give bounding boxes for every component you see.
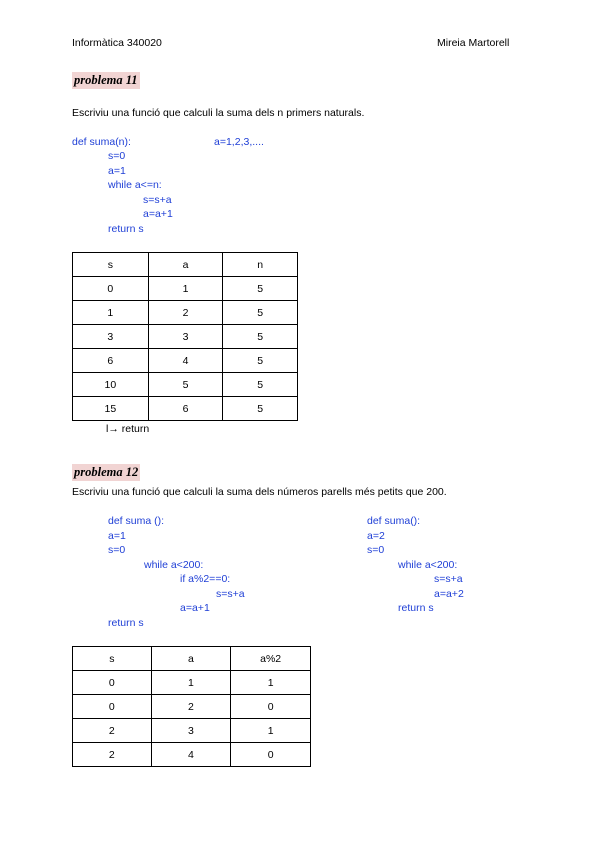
p11-code-line-4: while a<=n: xyxy=(108,179,162,191)
table-cell: 5 xyxy=(223,373,298,397)
table-row xyxy=(73,373,298,397)
table-row xyxy=(73,719,311,743)
p12-left-code-line-1: def suma (): xyxy=(108,515,165,527)
table-cell: 0 xyxy=(73,695,152,719)
column-header: n xyxy=(223,253,298,277)
table-row xyxy=(73,743,311,767)
table-cell: 6 xyxy=(148,397,223,421)
table-header-row xyxy=(73,253,298,277)
column-header: s xyxy=(73,253,149,277)
table-cell: 0 xyxy=(73,671,152,695)
table-cell: 0 xyxy=(73,277,149,301)
table-row xyxy=(73,349,298,373)
table-header-row xyxy=(73,647,311,671)
table-cell: 10 xyxy=(73,373,149,397)
table-cell: 3 xyxy=(73,325,149,349)
p11-after-note: l→ return xyxy=(106,423,150,435)
table-cell: 4 xyxy=(148,349,223,373)
header-course: Informàtica 340020 xyxy=(72,37,162,49)
p12-left-code-line-3: s=0 xyxy=(108,544,126,556)
table-cell: 3 xyxy=(148,325,223,349)
p11-code-line-7: return s xyxy=(108,223,144,235)
p12-right-code-line-7: return s xyxy=(398,602,434,614)
table-cell: 6 xyxy=(73,349,149,373)
column-header: a xyxy=(151,647,231,671)
p12-right-code-line-2: a=2 xyxy=(367,530,385,542)
p12-left-code-line-4: while a<200: xyxy=(144,559,204,571)
table-cell: 5 xyxy=(223,277,298,301)
p11-trace-table xyxy=(72,252,298,421)
table-cell: 2 xyxy=(73,743,152,767)
p11-code-line-2: s=0 xyxy=(108,150,126,162)
table-cell: 4 xyxy=(151,743,231,767)
table-cell: 5 xyxy=(148,373,223,397)
p11-code-line-6: a=a+1 xyxy=(143,208,173,220)
p11-code-line-1: def suma(n): xyxy=(72,136,131,148)
p11-code-line-3: a=1 xyxy=(108,165,126,177)
table-cell: 2 xyxy=(148,301,223,325)
p11-code-note: a=1,2,3,.... xyxy=(214,136,264,148)
header-author: Mireia Martorell xyxy=(437,37,510,49)
table-cell: 15 xyxy=(73,397,149,421)
table-cell: 1 xyxy=(151,671,231,695)
p12-right-code-line-1: def suma(): xyxy=(367,515,421,527)
table-row xyxy=(73,301,298,325)
table-cell: 0 xyxy=(231,743,311,767)
problem-12-title: problema 12 xyxy=(74,465,139,479)
p12-left-code-line-2: a=1 xyxy=(108,530,126,542)
table-cell: 2 xyxy=(151,695,231,719)
table-cell: 1 xyxy=(231,671,311,695)
p12-left-code-line-8: return s xyxy=(108,617,144,629)
table-cell: 5 xyxy=(223,349,298,373)
p12-left-code-line-7: a=a+1 xyxy=(180,602,210,614)
table-cell: 5 xyxy=(223,397,298,421)
column-header: s xyxy=(73,647,152,671)
p12-trace-table xyxy=(72,646,311,767)
p11-code-line-5: s=s+a xyxy=(143,194,172,206)
table-cell: 1 xyxy=(231,719,311,743)
p12-left-code-line-5: if a%2==0: xyxy=(180,573,231,585)
table-row xyxy=(73,695,311,719)
table-row xyxy=(73,325,298,349)
table-row xyxy=(73,277,298,301)
problem-12-statement: Escriviu una funció que calculi la suma dels números parells més petits que 200. xyxy=(72,486,447,498)
p12-right-code-line-5: s=s+a xyxy=(434,573,463,585)
p12-right-code-line-3: s=0 xyxy=(367,544,385,556)
column-header: a%2 xyxy=(231,647,311,671)
p12-right-code-line-6: a=a+2 xyxy=(434,588,464,600)
table-row xyxy=(73,671,311,695)
table-cell: 5 xyxy=(223,301,298,325)
problem-11-title: problema 11 xyxy=(74,73,138,87)
table-cell: 5 xyxy=(223,325,298,349)
table-row xyxy=(73,397,298,421)
table-cell: 2 xyxy=(73,719,152,743)
table-cell: 1 xyxy=(148,277,223,301)
problem-11-statement: Escriviu una funció que calculi la suma dels n primers naturals. xyxy=(72,107,365,119)
p12-left-code-line-6: s=s+a xyxy=(216,588,245,600)
table-cell: 3 xyxy=(151,719,231,743)
p12-right-code-line-4: while a<200: xyxy=(398,559,458,571)
table-cell: 1 xyxy=(73,301,149,325)
table-cell: 0 xyxy=(231,695,311,719)
column-header: a xyxy=(148,253,223,277)
